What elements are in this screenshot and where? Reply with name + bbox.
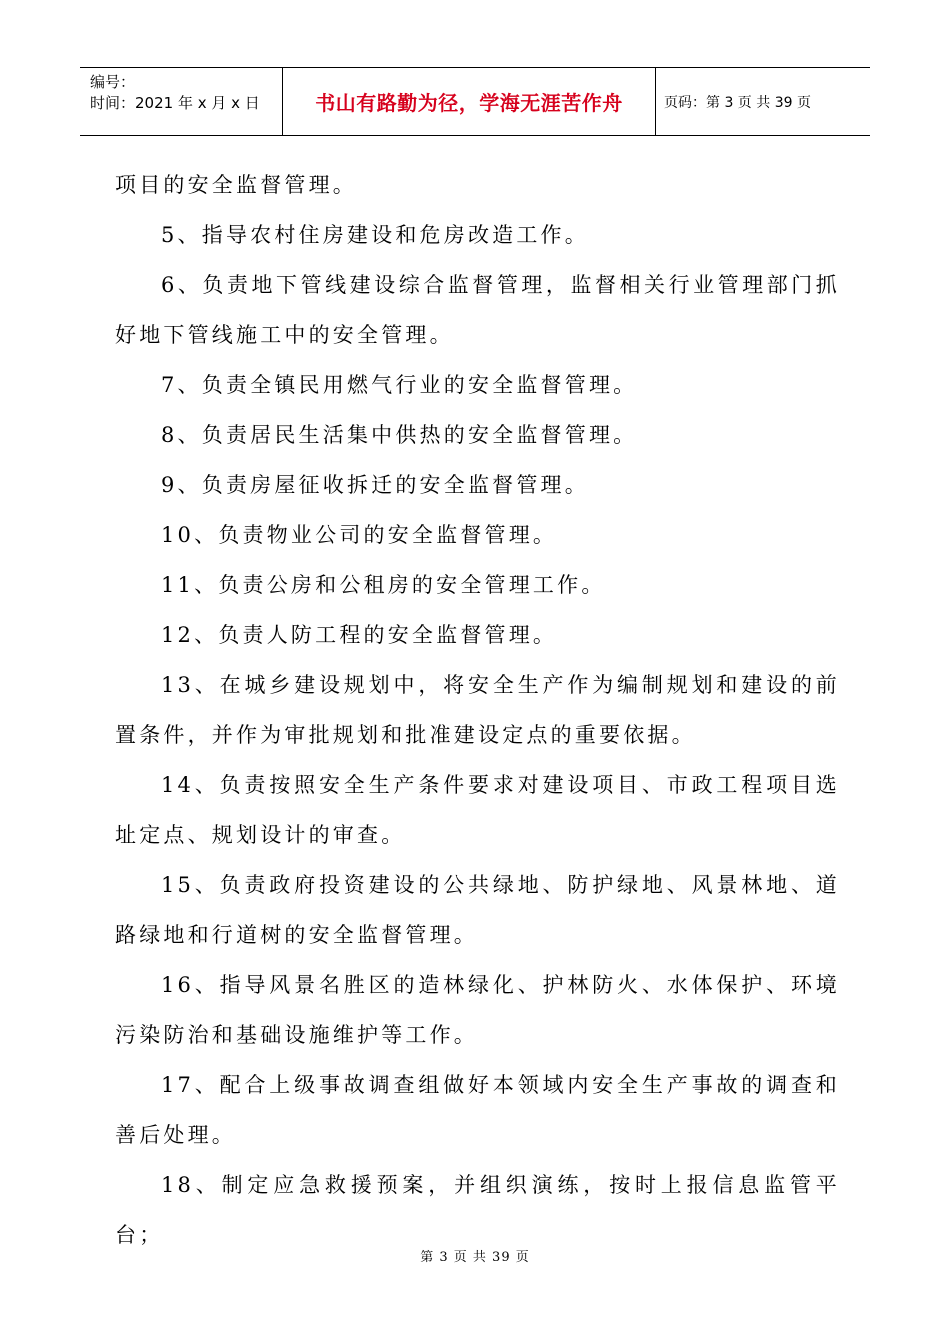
paragraph-item-10: 10、负责物业公司的安全监督管理。	[161, 523, 558, 547]
paragraph-item-14: 14、负责按照安全生产条件要求对建设项目、市政工程项目选址定点、规划设计的审查。	[115, 773, 840, 847]
paragraph-item-17: 17、配合上级事故调查组做好本领域内安全生产事故的调查和善后处理。	[115, 1073, 840, 1147]
header-meta	[80, 68, 283, 135]
page-footer: 第 3 页 共 39 页	[420, 1250, 530, 1265]
document-body	[115, 160, 840, 1260]
paragraph-item-15: 15、负责政府投资建设的公共绿地、防护绿地、风景林地、道路绿地和行道树的安全监督管理。	[115, 873, 840, 947]
paragraph-item-7: 7、负责全镇民用燃气行业的安全监督管理。	[161, 373, 638, 397]
paragraph-item-11: 11、负责公房和公租房的安全管理工作。	[161, 573, 606, 597]
paragraph-item-6: 6、负责地下管线建设综合监督管理，监督相关行业管理部门抓好地下管线施工中的安全管理。	[115, 273, 840, 347]
paragraph-item-16: 16、指导风景名胜区的造林绿化、护林防火、水体保护、环境污染防治和基础设施维护等工作。	[115, 973, 840, 1047]
header-page-info: 页码：第 3 页 共 39 页	[664, 94, 811, 111]
header-motto: 书山有路勤为径，学海无涯苦作舟	[315, 91, 623, 115]
document-time-label: 时间：2021 年 x 月 x 日	[90, 94, 260, 112]
paragraph-item-18: 18、制定应急救援预案，并组织演练，按时上报信息监管平台；	[115, 1173, 840, 1247]
document-number-label: 编号：	[90, 73, 136, 91]
paragraph-item-12: 12、负责人防工程的安全监督管理。	[161, 623, 558, 647]
paragraph-item-8: 8、负责居民生活集中供热的安全监督管理。	[161, 423, 638, 447]
paragraph-continuation: 项目的安全监督管理。	[115, 173, 357, 197]
page-header	[80, 67, 870, 136]
header-motto-cell	[283, 68, 656, 135]
paragraph-item-9: 9、负责房屋征收拆迁的安全监督管理。	[161, 473, 589, 497]
paragraph-item-13: 13、在城乡建设规划中，将安全生产作为编制规划和建设的前置条件，并作为审批规划和批准建设定点的重要依据。	[115, 673, 840, 747]
paragraph-item-5: 5、指导农村住房建设和危房改造工作。	[161, 223, 589, 247]
